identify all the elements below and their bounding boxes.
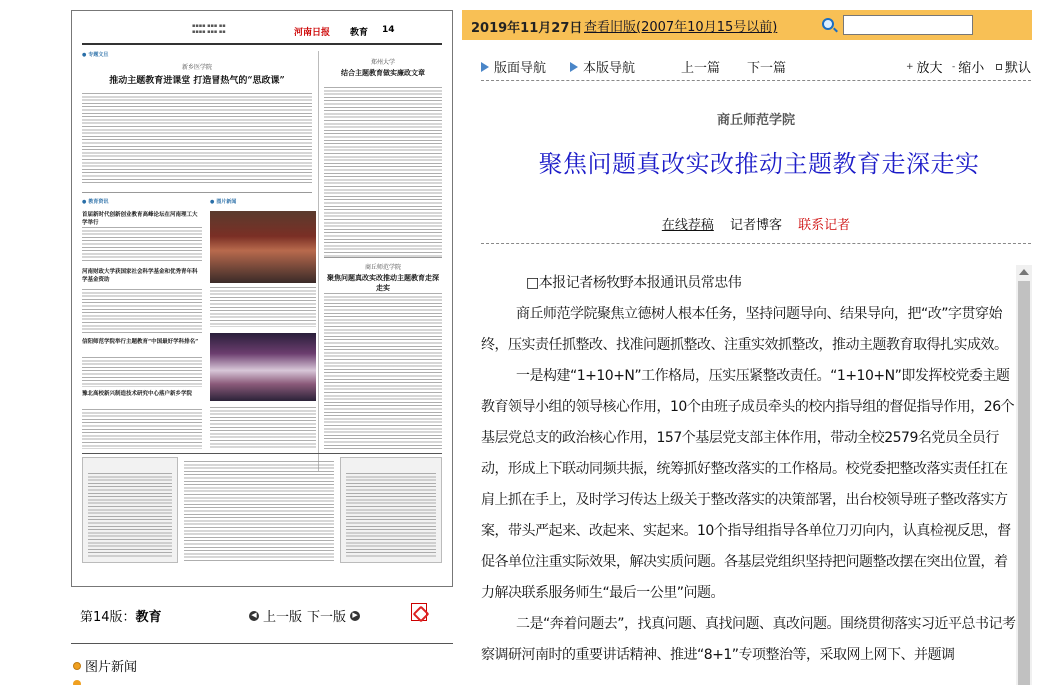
thumb-subtitle: 郑州大学 [370, 59, 395, 66]
article-paragraph: 二是“奔着问题去”，找真问题、真找问题、真改问题。围绕贯彻落实习近平总书记考察调研河南时的重要讲话精神、推进“8+1”专项整治等，采取网上网下、并题调 [481, 616, 1016, 663]
thumb-article-4[interactable] [82, 267, 202, 283]
page-label [80, 606, 162, 625]
prev-article-link[interactable]: 上一篇 [681, 61, 721, 76]
newspaper-masthead [82, 17, 442, 45]
next-arrow-icon: ▶ [350, 611, 360, 621]
masthead-section: 教育 [350, 28, 369, 38]
thumb-headline: 推动主题教育进课堂 打造冒热气的“思政课” [109, 76, 285, 86]
thumb-text-lines [82, 357, 202, 387]
square-icon [996, 64, 1002, 70]
thumb-text-lines [324, 87, 442, 257]
thumb-headline: 豫北高校新兴制造技术研究中心落户新乡学院 [82, 391, 193, 397]
article-paragraph: 一是构建“1+10+N”工作格局，压实压紧整改责任。“1+10+N”即发挥校党委主题教育领导小组的领导核心作用，10个由班子成员牵头的校内指导组的督促指导作用，26个基层党总支的政治核心作用，157个基层党支部主体作用，带动全校2579名党员全员行动，形成上下联动同频共振，统筹抓好整改落实的工作格局。校党委把整改落实责任扛在肩上抓在手上，及时学习传达上级关于整改落实的决策部署，出台校领导班子整改落实方案，带头严起来、改起来、实起来。10个指导组指导各单位刀刃向内，认真检视反思，督促各单位注重实际效果，解决实质问题。各基层党组织坚持把问题整改摆在突出位置，着力解决联系服务师生“最后一公里”问题。 [481, 368, 1015, 601]
bullet-icon [73, 662, 81, 670]
old-version-link[interactable]: 查看旧版(2007年10月15号以前) [584, 20, 778, 35]
thumb-headline: 首届新时代创新创业教育高峰论坛在河南理工大学举行 [82, 212, 198, 226]
thumb-photo-meeting [210, 211, 316, 283]
thumb-text-lines [210, 407, 316, 449]
thumb-article-current[interactable] [324, 257, 442, 293]
thumb-article-3[interactable] [82, 198, 202, 226]
thumb-headline: 聚焦问题真改实改推动主题教育走深走实 [327, 273, 439, 292]
arrow-right-icon [570, 62, 578, 72]
arrow-right-icon [481, 62, 489, 72]
thumb-article-5[interactable] [82, 337, 202, 345]
layout-nav-link[interactable] [481, 57, 546, 76]
header-divider [481, 243, 1031, 244]
thumb-column-rule [318, 51, 319, 471]
zoom-default-label: 默认 [1005, 61, 1032, 76]
zoom-in-button[interactable] [906, 57, 943, 76]
prev-arrow-icon: ◀ [249, 611, 259, 621]
zoom-in-label: 放大 [916, 61, 943, 76]
thumb-text-lines [82, 409, 202, 449]
thumb-headline: 河南财政大学获国家社会科学基金和优秀青年科学基金资助 [82, 269, 198, 283]
prev-page-label: 上一版 [263, 610, 303, 625]
online-recommend-link[interactable]: 在线荐稿 [661, 218, 714, 233]
thumb-subtitle: 商丘师范学院 [364, 264, 401, 271]
page-nav-label: 本版导航 [583, 61, 636, 76]
thumb-headline: 结合主题教育做实廉政文章 [341, 68, 425, 77]
page-section-name: 教育 [135, 610, 162, 625]
thumb-tag: ● 专题文旦 [82, 51, 312, 58]
zoom-out-button[interactable] [952, 57, 984, 76]
thumb-article-1[interactable] [82, 51, 312, 86]
thumb-tag: ● 图片新闻 [210, 198, 236, 205]
thumb-text-lines [210, 287, 316, 327]
thumb-article-6[interactable] [82, 389, 202, 397]
newspaper-layout [82, 17, 442, 578]
scrollbar-thumb[interactable] [1018, 281, 1030, 685]
thumb-text-lines [82, 93, 312, 185]
next-page-label: 下一版 [307, 610, 347, 625]
article-body [481, 268, 1017, 685]
article-kicker: 商丘师范学院 [716, 113, 795, 128]
article-scrollbar[interactable] [1016, 265, 1032, 685]
thumb-rule [82, 453, 442, 454]
search-icon[interactable] [822, 18, 834, 30]
prev-page-link[interactable] [249, 606, 302, 625]
pdf-download-icon[interactable] [411, 603, 427, 621]
page-bar [71, 600, 453, 628]
page-number-label: 第14版： [80, 610, 136, 625]
zoom-out-label: 缩小 [958, 61, 985, 76]
thumb-text-lines [324, 293, 442, 449]
thumb-text-lines [82, 227, 202, 263]
article-headline: 聚焦问题真改实改推动主题教育走深走实 [538, 150, 980, 178]
thumb-article-2[interactable] [324, 57, 442, 78]
thumb-text-lines [184, 461, 334, 561]
contact-reporter-link[interactable]: 联系记者 [798, 218, 851, 233]
nav-divider [481, 80, 1031, 81]
thumb-subtitle: 新乡医学院 [181, 64, 212, 71]
article-nav-row [462, 50, 1034, 80]
next-article-link[interactable]: 下一篇 [747, 61, 787, 76]
reporter-blog-link[interactable]: 记者博客 [729, 218, 782, 233]
top-bar [462, 10, 1032, 40]
scroll-up-icon[interactable] [1019, 269, 1029, 275]
article-links [481, 214, 1031, 233]
bullet-icon [73, 680, 81, 685]
thumb-tag: ● 教育资讯 [82, 198, 202, 205]
masthead-page-number: 14 [382, 25, 395, 35]
page-nav-link[interactable] [570, 57, 635, 76]
plus-icon: + [906, 61, 914, 72]
masthead-date: ▪▪▪▪ ▪▪▪ ▪▪ ▪▪▪▪ ▪▪▪ ▪▪ [192, 23, 226, 35]
newspaper-page-thumbnail[interactable] [71, 10, 453, 587]
thumb-text-lines [346, 473, 436, 559]
minus-icon: - [952, 61, 956, 72]
search-input[interactable] [843, 15, 973, 35]
thumb-photo-stage [210, 333, 316, 401]
thumb-text-lines [82, 289, 202, 333]
thumb-text-lines [88, 473, 172, 559]
thumb-rule [82, 192, 312, 193]
left-divider [71, 643, 453, 644]
layout-nav-label: 版面导航 [494, 61, 547, 76]
next-page-link[interactable] [307, 606, 360, 625]
issue-date: 2019年11月27日 [471, 21, 583, 36]
picture-news-label: 图片新闻 [85, 660, 138, 675]
newspaper-logo: 河南日报 [294, 28, 331, 38]
article-byline: □本报记者杨牧野本报通讯员常忠伟 [526, 275, 742, 291]
picture-news-link[interactable] [73, 656, 137, 675]
thumb-headline: 信阳师范学院举行主题教育“中国最好学科排名” [82, 339, 199, 345]
article-paragraph: 商丘师范学院聚焦立德树人根本任务，坚持问题导向、结果导向，把“改”字贯穿始终，压实责任抓整改、找准问题抓整改、注重实效抓整改，推动主题教育取得扎实成效。 [481, 306, 1008, 353]
zoom-default-button[interactable] [996, 57, 1031, 76]
